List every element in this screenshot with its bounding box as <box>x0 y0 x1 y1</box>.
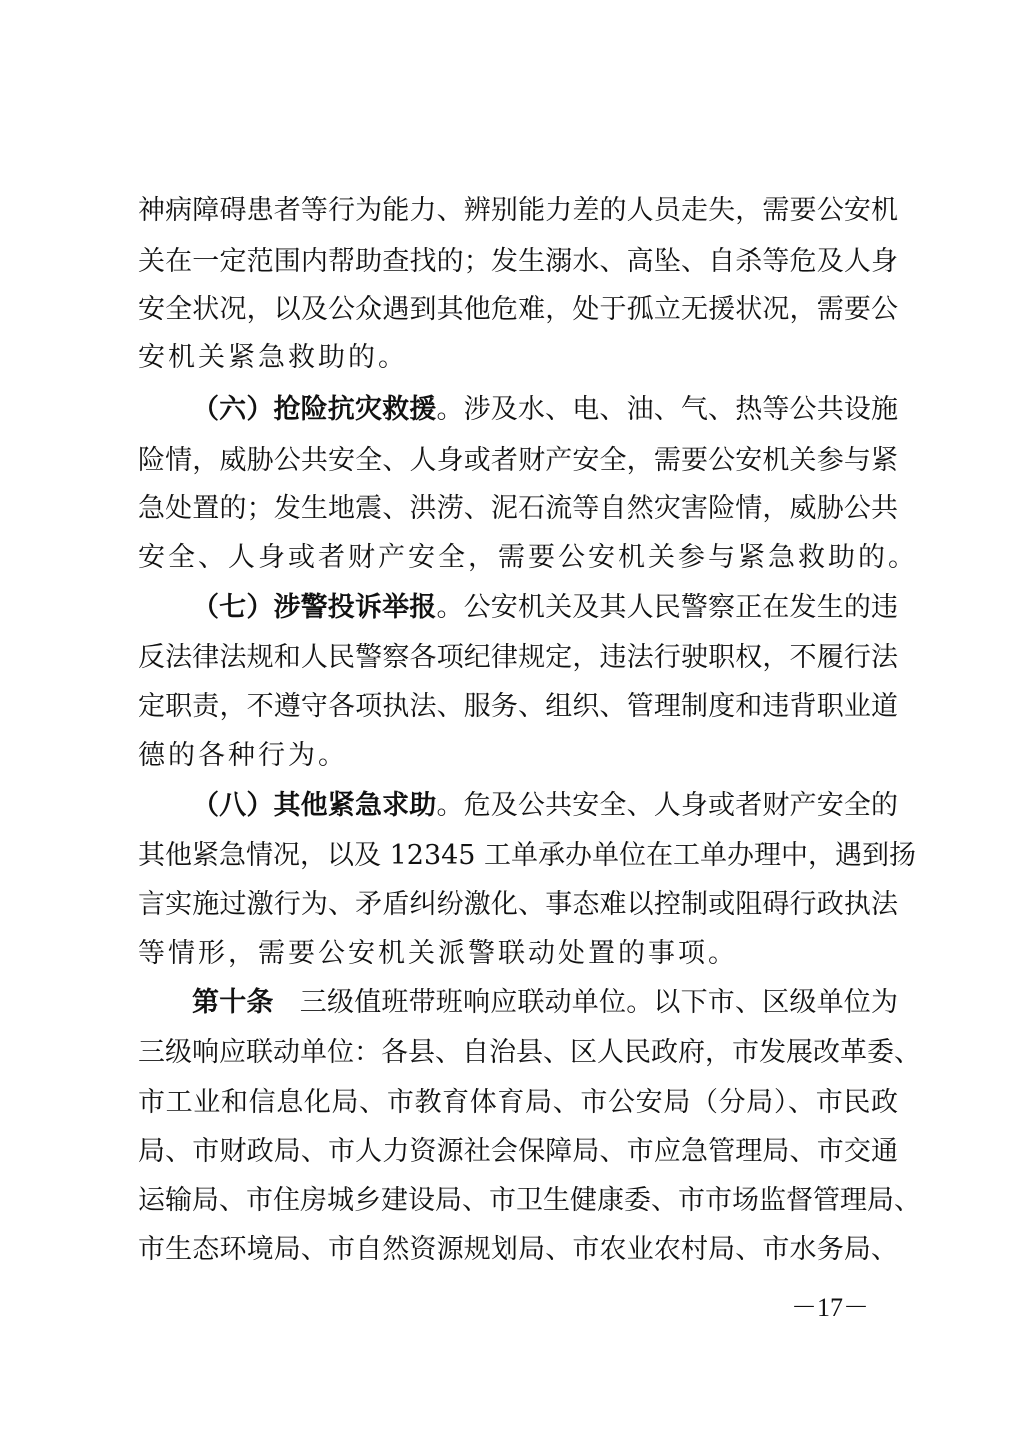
line-text: 险情，威胁公共安全、人身或者财产安全，需要公安机关参与紧 <box>138 445 898 476</box>
line-text: 德的各种行为。 <box>138 740 348 771</box>
line-text: 。危及公共安全、人身或者财产安全的 <box>436 790 899 821</box>
text-line <box>138 284 898 336</box>
text-line <box>138 435 898 487</box>
text-line <box>138 1126 898 1178</box>
text-line <box>138 1077 898 1129</box>
text-line <box>138 1224 898 1276</box>
line-text: 。涉及水、电、油、气、热等公共设施 <box>436 394 899 425</box>
text-line <box>138 483 898 535</box>
line-text: 神病障碍患者等行为能力、辨别能力差的人员走失，需要公安机 <box>138 195 898 226</box>
clause-heading: （六）抢险抗灾救援 <box>192 394 437 425</box>
line-text: 安全状况，以及公众遇到其他危难，处于孤立无援状况，需要公 <box>138 294 898 325</box>
page-number: －17－ <box>790 1293 869 1322</box>
line-text: 安全、人身或者财产安全，需要公安机关参与紧急救助的。 <box>138 542 918 573</box>
line-text: 言实施过激行为、矛盾纠纷激化、事态难以控制或阻碍行政执法 <box>138 889 898 920</box>
text-line <box>138 1027 921 1079</box>
text-line <box>138 632 898 684</box>
line-text: 急处置的；发生地震、洪涝、泥石流等自然灾害险情，威胁公共 <box>138 493 898 524</box>
text-line <box>138 532 918 584</box>
text-line <box>138 830 917 882</box>
clause-heading-line <box>192 780 898 832</box>
line-text: 三级值班带班响应联动单位。以下市、区级单位为 <box>299 987 899 1018</box>
line-text: 。公安机关及其人民警察正在发生的违 <box>436 592 899 623</box>
text-line <box>138 879 898 931</box>
text-line <box>138 185 898 237</box>
line-text: 定职责，不遵守各项执法、服务、组织、管理制度和违背职业道 <box>138 691 898 722</box>
text-line <box>138 1175 921 1227</box>
article-heading-line <box>192 977 898 1029</box>
line-text: 市生态环境局、市自然资源规划局、市农业农村局、市水务局、 <box>138 1234 898 1265</box>
text-line <box>138 681 898 733</box>
line-text: 市工业和信息化局、市教育体育局、市公安局（分局）、市民政 <box>138 1087 898 1118</box>
text-line <box>138 332 898 384</box>
clause-heading-line <box>192 582 898 634</box>
line-text: 关在一定范围内帮助查找的；发生溺水、高坠、自杀等危及人身 <box>138 246 898 277</box>
line-text: 局、市财政局、市人力资源社会保障局、市应急管理局、市交通 <box>138 1136 898 1167</box>
text-line <box>138 236 898 288</box>
text-line <box>138 730 898 782</box>
line-text: 三级响应联动单位：各县、自治县、区人民政府，市发展改革委、 <box>138 1037 921 1068</box>
clause-heading-line <box>192 384 898 436</box>
line-text: 安机关紧急救助的。 <box>138 342 408 373</box>
line-text: 等情形，需要公安机关派警联动处置的事项。 <box>138 938 738 969</box>
line-text: 运输局、市住房城乡建设局、市卫生健康委、市市场监督管理局、 <box>138 1185 921 1216</box>
line-text: 其他紧急情况，以及 12345 工单承办单位在工单办理中，遇到扬 <box>138 840 917 871</box>
article-heading: 第十条 <box>192 987 274 1018</box>
clause-heading: （七）涉警投诉举报 <box>192 592 437 623</box>
clause-heading: （八）其他紧急求助 <box>192 790 437 821</box>
line-text: 反法律法规和人民警察各项纪律规定，违法行驶职权，不履行法 <box>138 642 898 673</box>
text-line <box>138 928 898 980</box>
